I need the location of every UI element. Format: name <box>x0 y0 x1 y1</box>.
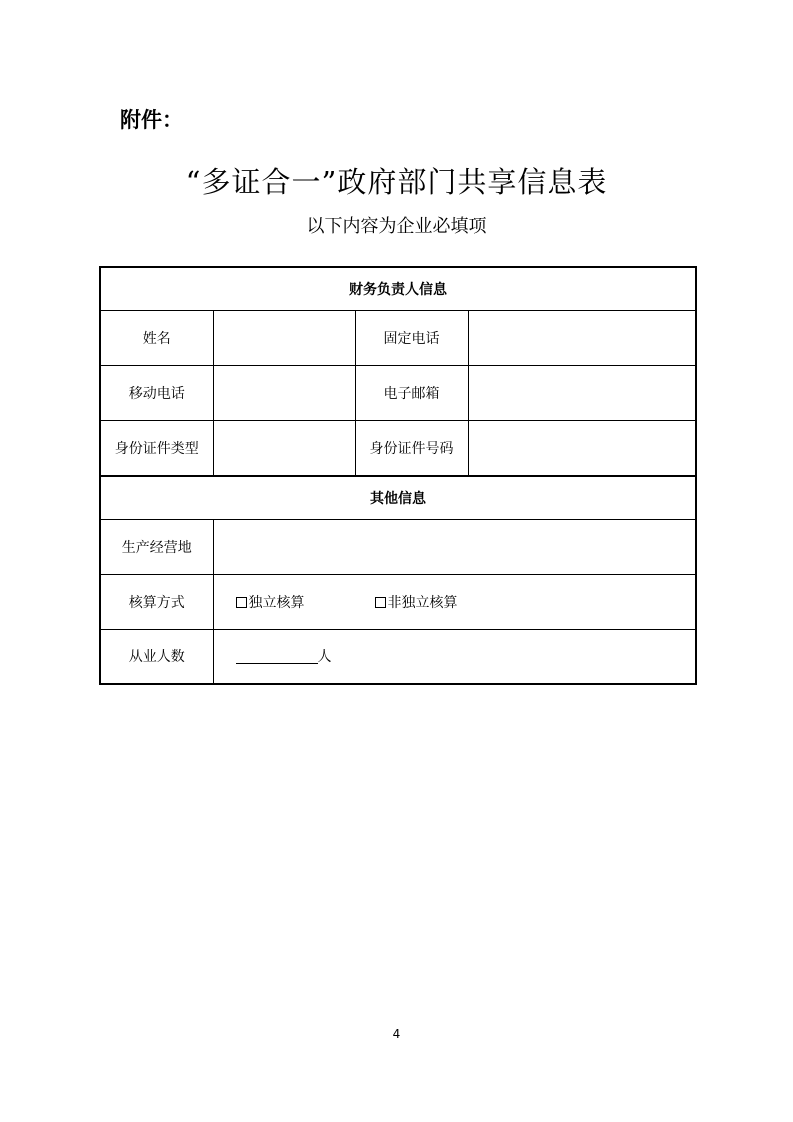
email-label: 电子邮箱 <box>355 366 468 421</box>
employees-cell <box>213 629 696 684</box>
checkbox-icon[interactable] <box>236 597 247 608</box>
id-type-label: 身份证件类型 <box>100 421 213 476</box>
production-site-label: 生产经营地 <box>100 519 213 574</box>
landline-label: 固定电话 <box>355 311 468 366</box>
employees-blank-field[interactable] <box>236 649 318 664</box>
email-field[interactable] <box>468 366 696 421</box>
independent-accounting-label: 独立核算 <box>248 594 305 611</box>
non-independent-accounting-option[interactable] <box>375 592 458 612</box>
accounting-options <box>213 574 696 629</box>
independent-accounting-option[interactable] <box>236 592 305 612</box>
production-site-field[interactable] <box>213 519 696 574</box>
checkbox-icon[interactable] <box>375 597 386 608</box>
attachment-label: 附件： <box>120 108 183 132</box>
mobile-label: 移动电话 <box>100 366 213 421</box>
id-type-field[interactable] <box>213 421 355 476</box>
other-section-heading: 其他信息 <box>100 476 696 520</box>
table-row <box>100 574 696 629</box>
page-title: “多证合一”政府部门共享信息表 <box>185 165 608 199</box>
employees-unit: 人 <box>317 649 332 666</box>
landline-field[interactable] <box>468 311 696 366</box>
info-table <box>99 266 697 685</box>
name-field[interactable] <box>213 311 355 366</box>
employees-label: 从业人数 <box>100 629 213 684</box>
page-subtitle: 以下内容为企业必填项 <box>306 216 487 237</box>
table-row <box>100 421 696 476</box>
table-row <box>100 629 696 684</box>
name-label: 姓名 <box>100 311 213 366</box>
finance-section-heading: 财务负责人信息 <box>100 267 696 311</box>
non-independent-accounting-label: 非独立核算 <box>387 594 458 611</box>
table-row <box>100 519 696 574</box>
table-row <box>100 366 696 421</box>
id-number-label: 身份证件号码 <box>355 421 468 476</box>
table-row <box>100 311 696 366</box>
page-number: 4 <box>392 1027 401 1041</box>
accounting-label: 核算方式 <box>100 574 213 629</box>
mobile-field[interactable] <box>213 366 355 421</box>
id-number-field[interactable] <box>468 421 696 476</box>
